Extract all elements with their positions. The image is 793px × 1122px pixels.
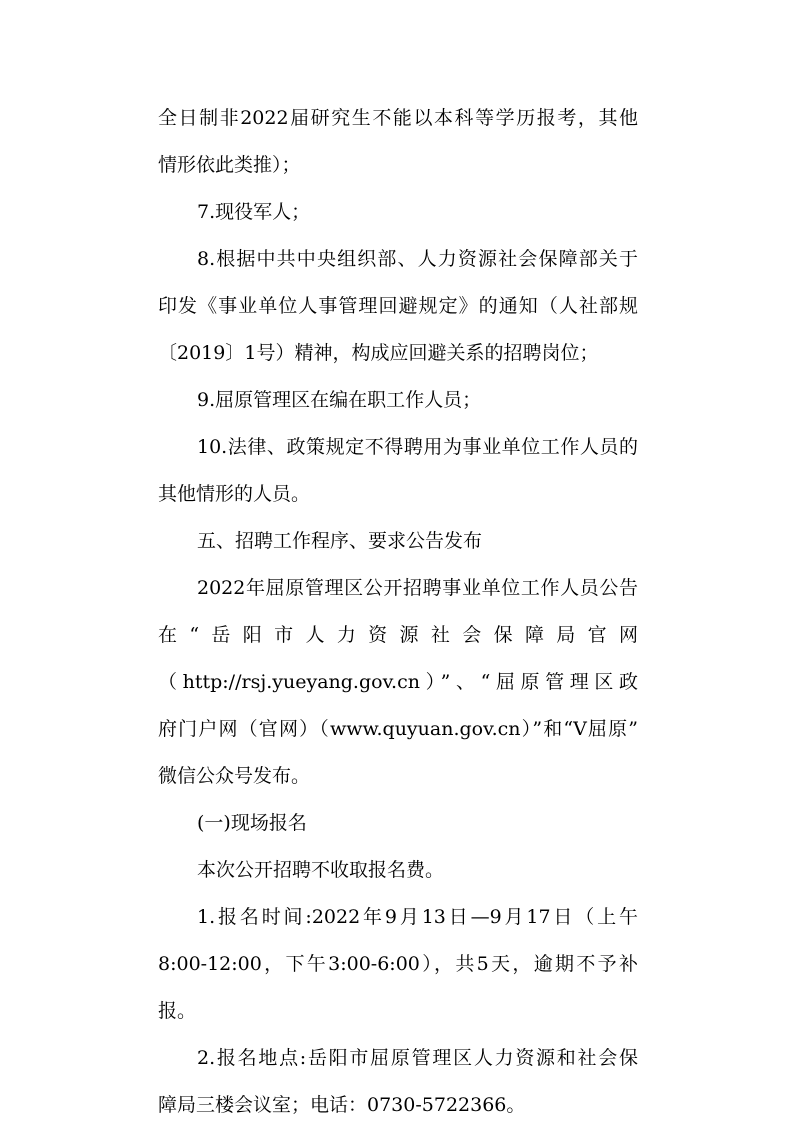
subsection-heading: (一)现场报名 xyxy=(197,812,307,834)
text-line: 1.报名时间:2022年9月13日—9月17日（上午 xyxy=(197,906,638,928)
text-line: 8.根据中共中央组织部、人力资源社会保障部关于 xyxy=(197,248,638,270)
text-line: 印发《事业单位人事管理回避规定》的通知（人社部规 xyxy=(158,295,638,317)
text-line: 报。 xyxy=(158,1000,197,1022)
text-line: 10.法律、政策规定不得聘用为事业单位工作人员的 xyxy=(197,436,638,458)
text-line: 府门户网（官网）（www.quyuan.gov.cn）”和“V屈原” xyxy=(158,718,638,740)
text-line: 〔2019〕1号）精神，构成应回避关系的招聘岗位； xyxy=(158,342,599,364)
text-line: 微信公众号发布。 xyxy=(158,765,311,787)
text-line: 8:00-12:00，下午3:00-6:00），共5天，逾期不予补 xyxy=(158,953,638,975)
text-line: 2.报名地点:岳阳市屈原管理区人力资源和社会保 xyxy=(197,1047,638,1069)
text-line: 在“岳阳市人力资源社会保障局官网 xyxy=(158,624,638,646)
section-heading: 五、招聘工作程序、要求公告发布 xyxy=(197,530,483,552)
text-line: 全日制非2022届研究生不能以本科等学历报考，其他 xyxy=(158,107,638,129)
text-line: 情形依此类推）； xyxy=(158,154,301,176)
text-line: 其他情形的人员。 xyxy=(158,483,311,505)
text-line: 9.屈原管理区在编在职工作人员； xyxy=(197,389,482,411)
text-line: 障局三楼会议室；电话：0730-5722366。 xyxy=(158,1094,526,1116)
text-line: 本次公开招聘不收取报名费。 xyxy=(197,859,445,881)
text-line: 7.现役军人； xyxy=(197,201,311,223)
text-line: 2022年屈原管理区公开招聘事业单位工作人员公告 xyxy=(197,577,638,599)
text-line: （http://rsj.yueyang.gov.cn）”、“屈原管理区政 xyxy=(158,671,638,693)
